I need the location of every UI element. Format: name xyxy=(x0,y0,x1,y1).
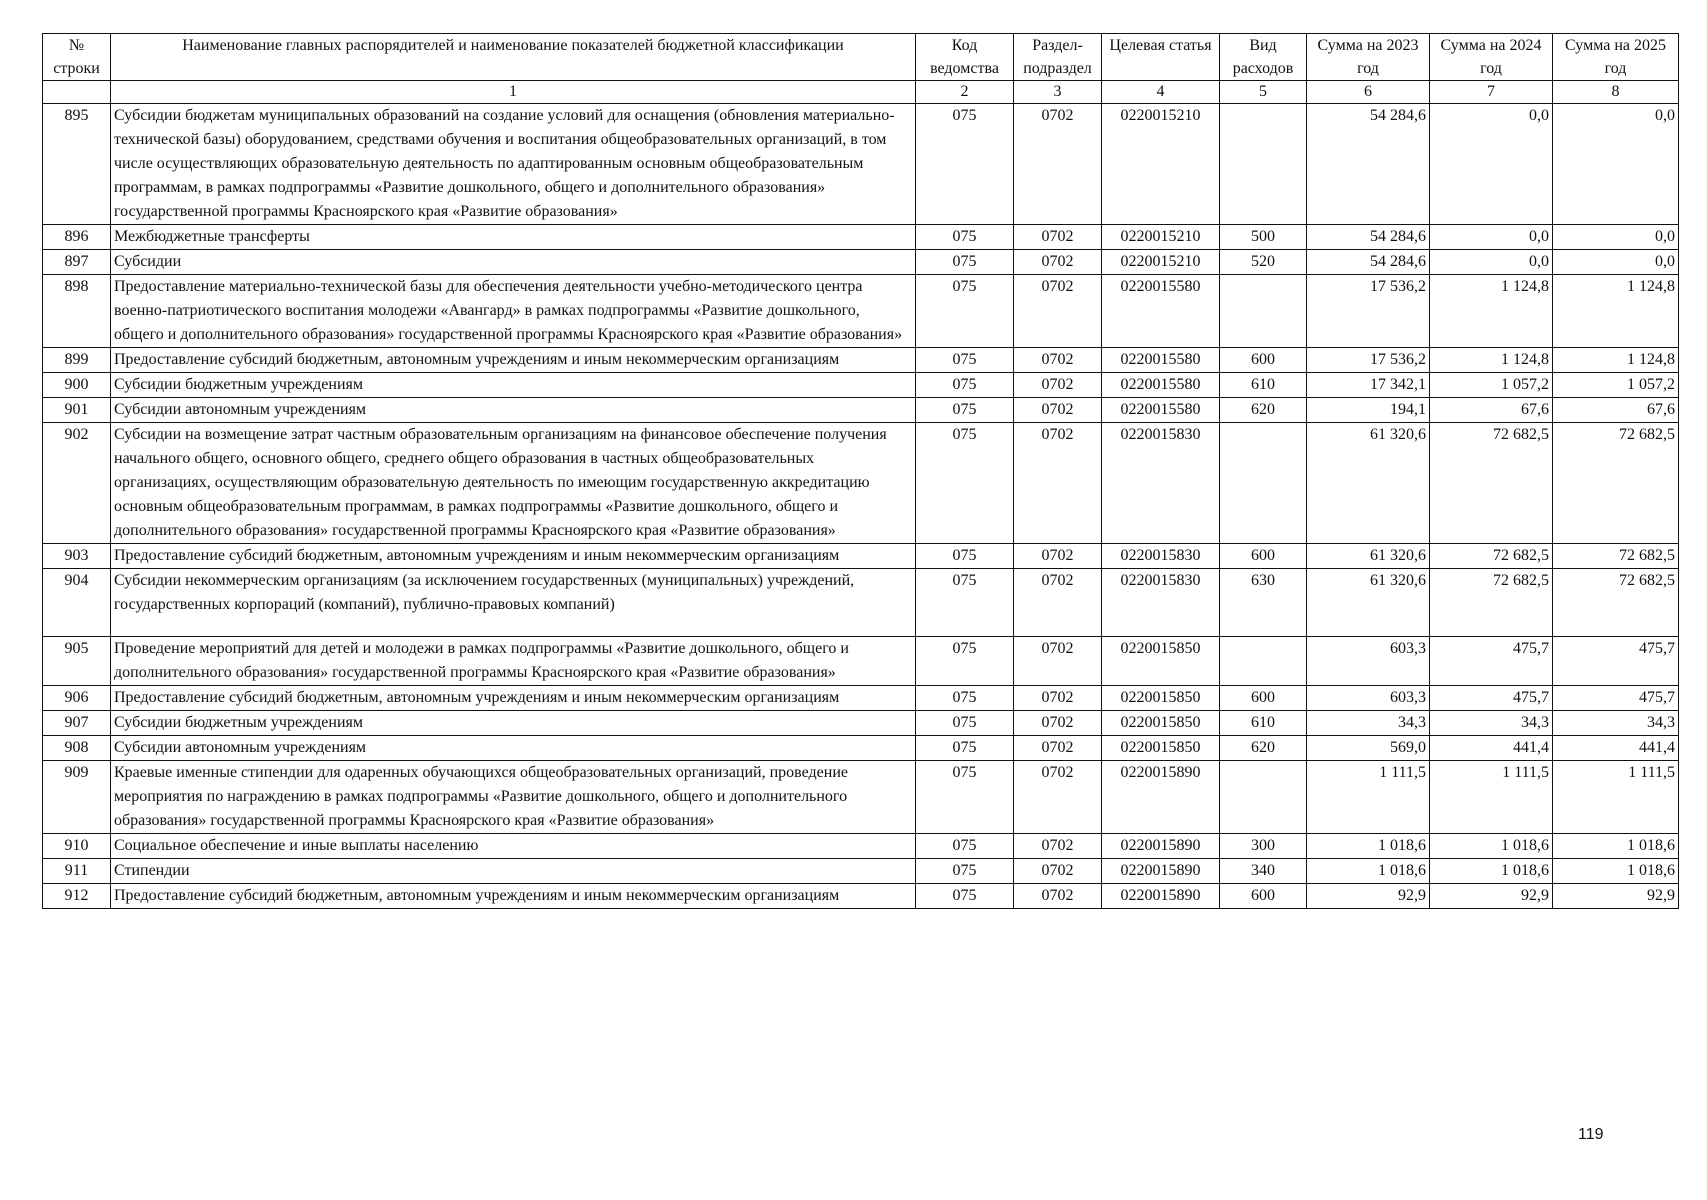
row-target: 0220015850 xyxy=(1102,686,1220,711)
row-number: 905 xyxy=(43,637,111,686)
row-expense-type: 600 xyxy=(1220,544,1307,569)
table-row xyxy=(43,104,1679,225)
row-expense-type: 610 xyxy=(1220,373,1307,398)
row-section: 0702 xyxy=(1014,711,1102,736)
row-sum-2023: 34,3 xyxy=(1307,711,1430,736)
row-sum-2025: 72 682,5 xyxy=(1553,569,1679,637)
row-number: 908 xyxy=(43,736,111,761)
table-row xyxy=(43,373,1679,398)
row-name: Проведение мероприятий для детей и молодежи в рамках подпрограммы «Развитие дошкольного, общего и дополнительного образования» государственной программы Красноярского края «Развитие образования» xyxy=(111,637,916,686)
row-code: 075 xyxy=(916,275,1014,348)
row-number: 904 xyxy=(43,569,111,637)
row-target: 0220015210 xyxy=(1102,250,1220,275)
row-number: 909 xyxy=(43,761,111,834)
row-sum-2024: 475,7 xyxy=(1430,637,1553,686)
row-section: 0702 xyxy=(1014,348,1102,373)
column-number: 3 xyxy=(1014,81,1102,104)
row-sum-2024: 0,0 xyxy=(1430,225,1553,250)
row-code: 075 xyxy=(916,104,1014,225)
row-expense-type: 610 xyxy=(1220,711,1307,736)
row-name: Субсидии некоммерческим организациям (за исключением государственных (муниципальных) учреждений, государственных корпораций (компаний), публично-правовых компаний) xyxy=(111,569,916,637)
row-number: 895 xyxy=(43,104,111,225)
row-sum-2024: 0,0 xyxy=(1430,104,1553,225)
row-sum-2023: 1 111,5 xyxy=(1307,761,1430,834)
row-name: Субсидии бюджетным учреждениям xyxy=(111,711,916,736)
row-code: 075 xyxy=(916,250,1014,275)
row-section: 0702 xyxy=(1014,834,1102,859)
table-row xyxy=(43,544,1679,569)
row-name: Краевые именные стипендии для одаренных обучающихся общеобразовательных организаций, проведение мероприятия по награждению в рамках подпрограммы «Развитие дошкольного, общего и дополнительного образования» государственной программы Красноярского края «Развитие образования» xyxy=(111,761,916,834)
page-number: 119 xyxy=(1578,1126,1604,1143)
row-sum-2024: 1 018,6 xyxy=(1430,834,1553,859)
row-expense-type: 620 xyxy=(1220,398,1307,423)
column-number: 5 xyxy=(1220,81,1307,104)
row-sum-2023: 61 320,6 xyxy=(1307,569,1430,637)
row-sum-2025: 0,0 xyxy=(1553,104,1679,225)
row-target: 0220015580 xyxy=(1102,275,1220,348)
row-name: Межбюджетные трансферты xyxy=(111,225,916,250)
table-row xyxy=(43,225,1679,250)
table-row xyxy=(43,275,1679,348)
row-sum-2025: 441,4 xyxy=(1553,736,1679,761)
row-code: 075 xyxy=(916,398,1014,423)
row-sum-2023: 603,3 xyxy=(1307,637,1430,686)
row-name: Предоставление субсидий бюджетным, автономным учреждениям и иным некоммерческим организациям xyxy=(111,348,916,373)
row-target: 0220015830 xyxy=(1102,423,1220,544)
row-expense-type: 600 xyxy=(1220,884,1307,909)
column-number: 1 xyxy=(111,81,916,104)
row-target: 0220015830 xyxy=(1102,569,1220,637)
row-number: 901 xyxy=(43,398,111,423)
column-number: 7 xyxy=(1430,81,1553,104)
row-sum-2025: 475,7 xyxy=(1553,637,1679,686)
row-target: 0220015580 xyxy=(1102,373,1220,398)
row-sum-2023: 54 284,6 xyxy=(1307,104,1430,225)
table-row xyxy=(43,761,1679,834)
row-target: 0220015580 xyxy=(1102,398,1220,423)
column-number xyxy=(43,81,111,104)
row-sum-2023: 1 018,6 xyxy=(1307,834,1430,859)
row-code: 075 xyxy=(916,686,1014,711)
row-sum-2024: 34,3 xyxy=(1430,711,1553,736)
row-name: Субсидии бюджетным учреждениям xyxy=(111,373,916,398)
row-sum-2024: 1 111,5 xyxy=(1430,761,1553,834)
row-sum-2025: 1 018,6 xyxy=(1553,859,1679,884)
row-number: 898 xyxy=(43,275,111,348)
row-expense-type: 300 xyxy=(1220,834,1307,859)
header-sum-2023: Сумма на 2023 год xyxy=(1307,34,1430,81)
column-number-row xyxy=(43,81,1679,104)
row-sum-2025: 72 682,5 xyxy=(1553,544,1679,569)
row-name: Субсидии xyxy=(111,250,916,275)
row-number: 912 xyxy=(43,884,111,909)
row-name: Субсидии на возмещение затрат частным образовательным организациям на финансовое обеспечение получения начального общего, основного общего, среднего общего образования в частных общеобразовательных организациях, осуществляющим образовательную деятельность по имеющим государственную аккредитацию основным общеобразовательным программам, в рамках подпрограммы «Развитие дошкольного, общего и дополнительного образования» государственной программы Красноярского края «Развитие образования» xyxy=(111,423,916,544)
row-name: Субсидии автономным учреждениям xyxy=(111,398,916,423)
row-section: 0702 xyxy=(1014,686,1102,711)
row-number: 896 xyxy=(43,225,111,250)
header-name: Наименование главных распорядителей и наименование показателей бюджетной классификации xyxy=(111,34,916,81)
row-sum-2025: 34,3 xyxy=(1553,711,1679,736)
column-number: 8 xyxy=(1553,81,1679,104)
row-sum-2025: 0,0 xyxy=(1553,250,1679,275)
row-code: 075 xyxy=(916,348,1014,373)
row-sum-2024: 1 057,2 xyxy=(1430,373,1553,398)
row-sum-2024: 92,9 xyxy=(1430,884,1553,909)
row-expense-type: 630 xyxy=(1220,569,1307,637)
row-name: Предоставление субсидий бюджетным, автономным учреждениям и иным некоммерческим организациям xyxy=(111,686,916,711)
row-number: 906 xyxy=(43,686,111,711)
row-code: 075 xyxy=(916,711,1014,736)
row-expense-type: 600 xyxy=(1220,348,1307,373)
row-sum-2024: 1 124,8 xyxy=(1430,348,1553,373)
row-expense-type: 620 xyxy=(1220,736,1307,761)
row-target: 0220015850 xyxy=(1102,637,1220,686)
row-target: 0220015210 xyxy=(1102,225,1220,250)
row-number: 907 xyxy=(43,711,111,736)
column-number: 2 xyxy=(916,81,1014,104)
row-number: 903 xyxy=(43,544,111,569)
row-sum-2023: 61 320,6 xyxy=(1307,544,1430,569)
row-name: Субсидии автономным учреждениям xyxy=(111,736,916,761)
table-row xyxy=(43,711,1679,736)
row-sum-2023: 17 536,2 xyxy=(1307,275,1430,348)
row-expense-type xyxy=(1220,275,1307,348)
row-number: 911 xyxy=(43,859,111,884)
row-code: 075 xyxy=(916,761,1014,834)
row-sum-2023: 17 536,2 xyxy=(1307,348,1430,373)
row-section: 0702 xyxy=(1014,373,1102,398)
row-sum-2023: 603,3 xyxy=(1307,686,1430,711)
row-number: 900 xyxy=(43,373,111,398)
row-sum-2025: 1 124,8 xyxy=(1553,275,1679,348)
row-sum-2025: 1 057,2 xyxy=(1553,373,1679,398)
row-code: 075 xyxy=(916,834,1014,859)
table-row xyxy=(43,859,1679,884)
table-row xyxy=(43,250,1679,275)
row-section: 0702 xyxy=(1014,423,1102,544)
row-name: Стипендии xyxy=(111,859,916,884)
row-section: 0702 xyxy=(1014,637,1102,686)
row-sum-2025: 0,0 xyxy=(1553,225,1679,250)
row-section: 0702 xyxy=(1014,250,1102,275)
row-code: 075 xyxy=(916,637,1014,686)
row-expense-type xyxy=(1220,761,1307,834)
row-sum-2024: 1 018,6 xyxy=(1430,859,1553,884)
row-name: Субсидии бюджетам муниципальных образований на создание условий для оснащения (обновления материально-технической базы) оборудованием, средствами обучения и воспитания общеобразовательных организаций, в том числе осуществляющих образовательную деятельность по адаптированным основным общеобразовательным программам, в рамках подпрограммы «Развитие дошкольного, общего и дополнительного образования» государственной программы Красноярского края «Развитие образования» xyxy=(111,104,916,225)
row-code: 075 xyxy=(916,736,1014,761)
row-code: 075 xyxy=(916,569,1014,637)
row-target: 0220015210 xyxy=(1102,104,1220,225)
row-target: 0220015890 xyxy=(1102,884,1220,909)
row-sum-2024: 72 682,5 xyxy=(1430,569,1553,637)
row-sum-2023: 17 342,1 xyxy=(1307,373,1430,398)
column-number: 6 xyxy=(1307,81,1430,104)
row-sum-2024: 475,7 xyxy=(1430,686,1553,711)
row-sum-2023: 54 284,6 xyxy=(1307,250,1430,275)
row-section: 0702 xyxy=(1014,761,1102,834)
row-code: 075 xyxy=(916,884,1014,909)
row-sum-2024: 72 682,5 xyxy=(1430,544,1553,569)
row-section: 0702 xyxy=(1014,884,1102,909)
row-sum-2023: 54 284,6 xyxy=(1307,225,1430,250)
row-target: 0220015830 xyxy=(1102,544,1220,569)
row-name: Предоставление субсидий бюджетным, автономным учреждениям и иным некоммерческим организациям xyxy=(111,544,916,569)
table-row xyxy=(43,398,1679,423)
row-section: 0702 xyxy=(1014,569,1102,637)
row-expense-type: 500 xyxy=(1220,225,1307,250)
table-row xyxy=(43,423,1679,544)
row-number: 897 xyxy=(43,250,111,275)
row-expense-type xyxy=(1220,104,1307,225)
row-target: 0220015890 xyxy=(1102,834,1220,859)
row-sum-2024: 1 124,8 xyxy=(1430,275,1553,348)
row-sum-2024: 0,0 xyxy=(1430,250,1553,275)
header-expense-type: Вид расходов xyxy=(1220,34,1307,81)
row-sum-2023: 1 018,6 xyxy=(1307,859,1430,884)
row-section: 0702 xyxy=(1014,104,1102,225)
row-expense-type: 600 xyxy=(1220,686,1307,711)
row-sum-2025: 67,6 xyxy=(1553,398,1679,423)
row-sum-2023: 92,9 xyxy=(1307,884,1430,909)
table-body xyxy=(43,104,1679,909)
table-row xyxy=(43,569,1679,637)
header-sum-2025: Сумма на 2025 год xyxy=(1553,34,1679,81)
row-code: 075 xyxy=(916,373,1014,398)
row-sum-2025: 1 124,8 xyxy=(1553,348,1679,373)
row-expense-type: 520 xyxy=(1220,250,1307,275)
header-row xyxy=(43,34,1679,81)
row-target: 0220015850 xyxy=(1102,736,1220,761)
table-row xyxy=(43,686,1679,711)
row-target: 0220015890 xyxy=(1102,859,1220,884)
header-row-no: № строки xyxy=(43,34,111,81)
row-code: 075 xyxy=(916,544,1014,569)
budget-table xyxy=(42,33,1679,909)
row-code: 075 xyxy=(916,423,1014,544)
row-sum-2025: 1 111,5 xyxy=(1553,761,1679,834)
row-sum-2024: 72 682,5 xyxy=(1430,423,1553,544)
row-expense-type xyxy=(1220,637,1307,686)
row-sum-2025: 475,7 xyxy=(1553,686,1679,711)
row-sum-2023: 194,1 xyxy=(1307,398,1430,423)
header-target: Целевая статья xyxy=(1102,34,1220,81)
row-number: 899 xyxy=(43,348,111,373)
row-name: Социальное обеспечение и иные выплаты населению xyxy=(111,834,916,859)
row-sum-2025: 1 018,6 xyxy=(1553,834,1679,859)
row-code: 075 xyxy=(916,859,1014,884)
row-section: 0702 xyxy=(1014,544,1102,569)
row-name: Предоставление субсидий бюджетным, автономным учреждениям и иным некоммерческим организациям xyxy=(111,884,916,909)
row-section: 0702 xyxy=(1014,225,1102,250)
row-sum-2025: 72 682,5 xyxy=(1553,423,1679,544)
header-code: Код ведомства xyxy=(916,34,1014,81)
row-code: 075 xyxy=(916,225,1014,250)
table-row xyxy=(43,736,1679,761)
header-section: Раздел-подраздел xyxy=(1014,34,1102,81)
row-sum-2023: 569,0 xyxy=(1307,736,1430,761)
row-name: Предоставление материально-технической базы для обеспечения деятельности учебно-методического центра военно-патриотического воспитания молодежи «Авангард» в рамках подпрограммы «Развитие дошкольного, общего и дополнительного образования» государственной программы Красноярского края «Развитие образования» xyxy=(111,275,916,348)
row-expense-type xyxy=(1220,423,1307,544)
row-target: 0220015850 xyxy=(1102,711,1220,736)
table-row xyxy=(43,834,1679,859)
table-row xyxy=(43,637,1679,686)
row-section: 0702 xyxy=(1014,398,1102,423)
row-section: 0702 xyxy=(1014,859,1102,884)
row-section: 0702 xyxy=(1014,275,1102,348)
row-number: 902 xyxy=(43,423,111,544)
header-sum-2024: Сумма на 2024 год xyxy=(1430,34,1553,81)
row-sum-2024: 67,6 xyxy=(1430,398,1553,423)
row-sum-2023: 61 320,6 xyxy=(1307,423,1430,544)
row-expense-type: 340 xyxy=(1220,859,1307,884)
row-number: 910 xyxy=(43,834,111,859)
row-target: 0220015580 xyxy=(1102,348,1220,373)
table-row xyxy=(43,884,1679,909)
row-section: 0702 xyxy=(1014,736,1102,761)
table-row xyxy=(43,348,1679,373)
row-target: 0220015890 xyxy=(1102,761,1220,834)
row-sum-2025: 92,9 xyxy=(1553,884,1679,909)
column-number: 4 xyxy=(1102,81,1220,104)
row-sum-2024: 441,4 xyxy=(1430,736,1553,761)
